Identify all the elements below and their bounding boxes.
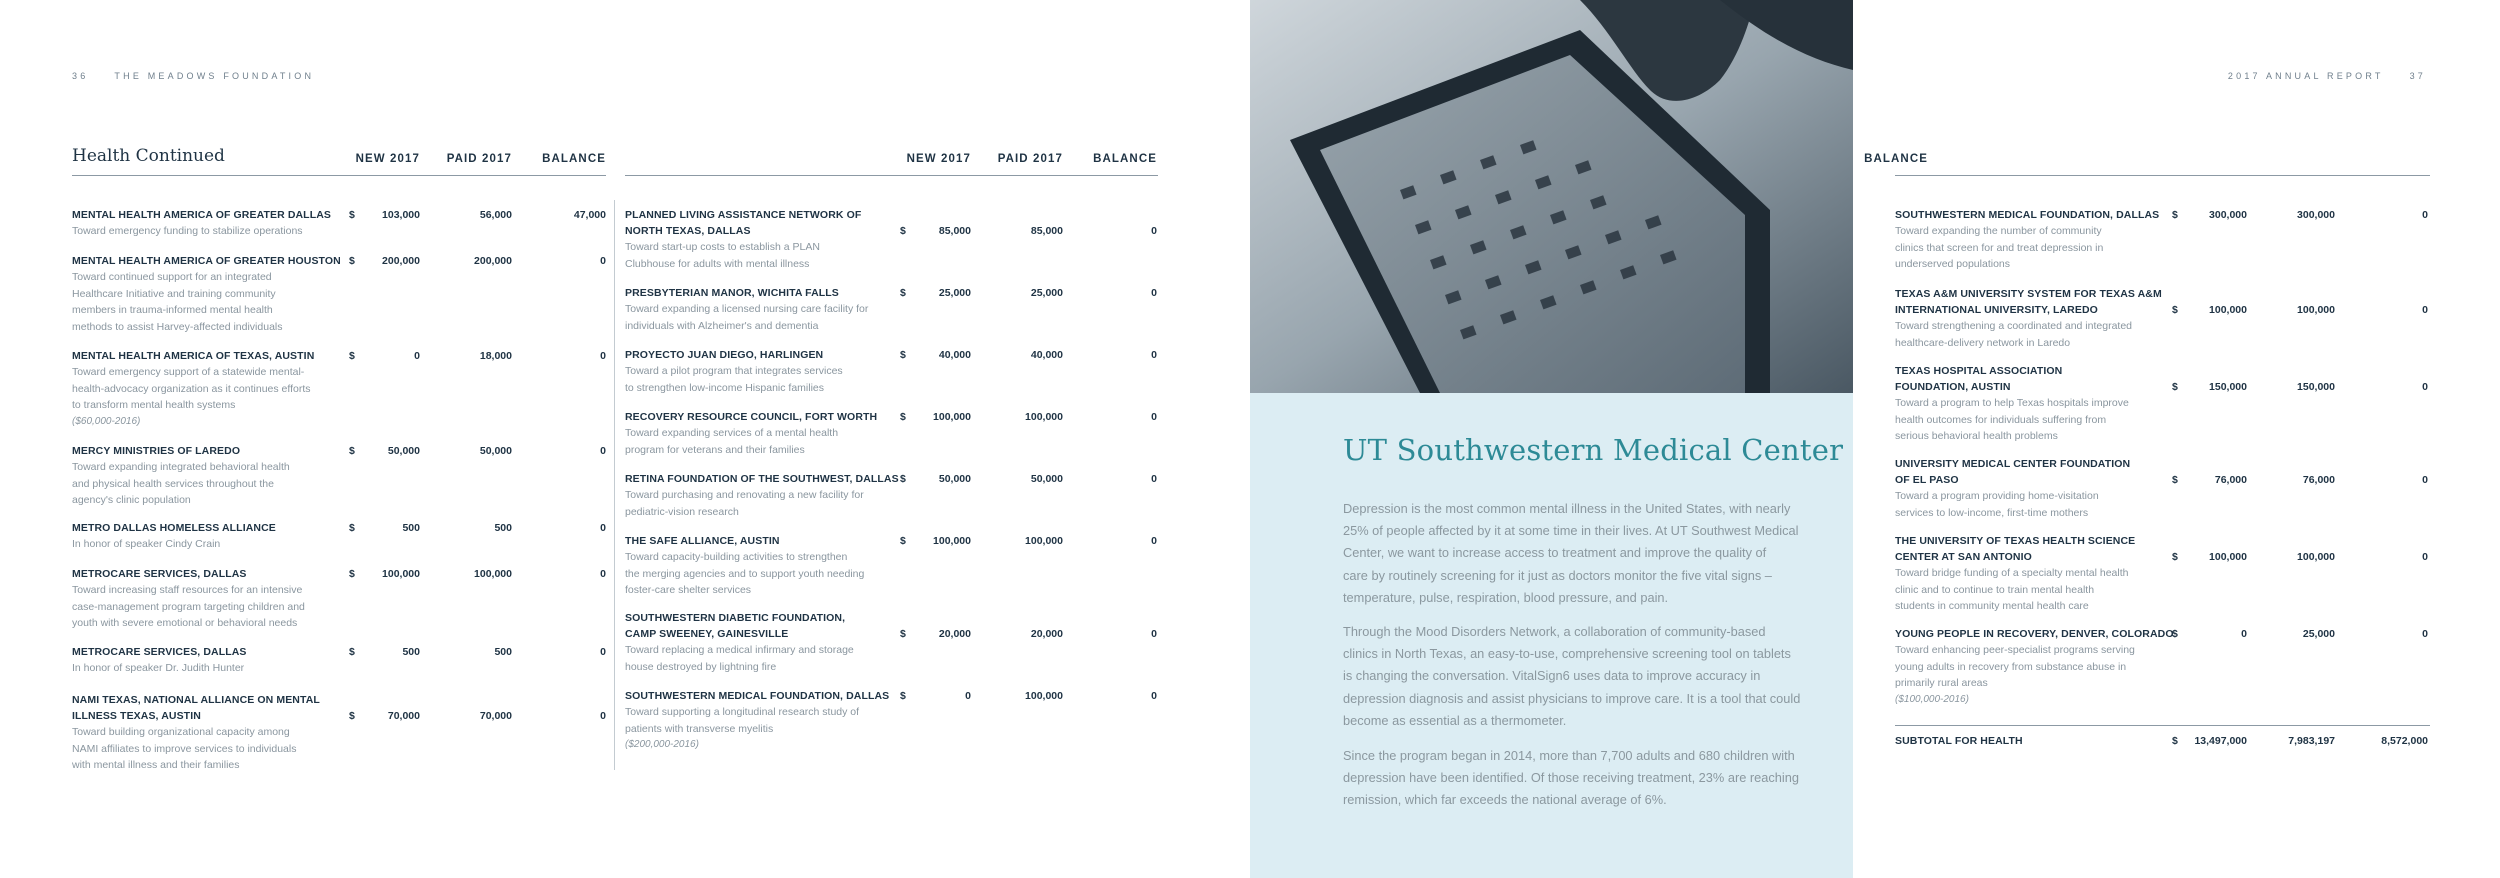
grantee-name: CAMP SWEENEY, GAINESVILLE bbox=[625, 628, 789, 640]
amount-new: 300,000 bbox=[2209, 209, 2247, 221]
col2-grant-row bbox=[625, 610, 854, 675]
amount-paid: 100,000 bbox=[474, 568, 512, 580]
grant-description: Toward capacity-building activities to strengthen bbox=[625, 551, 848, 563]
currency-symbol: $ bbox=[2172, 628, 2178, 640]
amount-balance: 0 bbox=[600, 255, 606, 267]
currency-symbol: $ bbox=[349, 522, 355, 534]
grant-description: foster-care shelter services bbox=[625, 584, 752, 596]
amount-balance: 0 bbox=[1151, 690, 1157, 702]
amount-paid: 100,000 bbox=[1025, 535, 1063, 547]
grant-prior-note: ($60,000-2016) bbox=[72, 415, 141, 427]
amount-new: 103,000 bbox=[382, 209, 420, 221]
col2-header-paid: PAID 2017 bbox=[997, 153, 1063, 165]
col2-grant-row bbox=[625, 533, 864, 599]
grant-description: pediatric-vision research bbox=[625, 505, 739, 518]
section-title: Health Continued bbox=[72, 146, 225, 166]
right-page-number: 37 bbox=[2409, 71, 2426, 81]
grant-description: Toward a pilot program that integrates services bbox=[625, 365, 843, 377]
column-divider bbox=[614, 200, 615, 770]
grant-description: patients with transverse myelitis bbox=[625, 722, 774, 735]
amount-balance: 0 bbox=[1151, 225, 1157, 237]
grant-description: Clubhouse for adults with mental illness bbox=[625, 257, 810, 270]
currency-symbol: $ bbox=[900, 628, 906, 640]
col1-grant-row bbox=[72, 253, 341, 335]
amount-paid: 18,000 bbox=[479, 350, 512, 362]
amount-balance: 0 bbox=[2422, 551, 2428, 563]
grantee-name: MENTAL HEALTH AMERICA OF TEXAS, AUSTIN bbox=[72, 350, 315, 362]
currency-symbol: $ bbox=[349, 445, 355, 457]
grant-description: Healthcare Initiative and training community bbox=[72, 287, 276, 300]
amount-balance: 0 bbox=[1151, 628, 1157, 640]
right-running-title: 2017 ANNUAL REPORT bbox=[2227, 71, 2384, 81]
amount-balance: 0 bbox=[2422, 209, 2428, 221]
amount-balance: 0 bbox=[1151, 473, 1157, 485]
amount-paid: 150,000 bbox=[2297, 381, 2335, 393]
grant-prior-note: ($200,000-2016) bbox=[625, 739, 699, 750]
subtotal-new: 13,497,000 bbox=[2194, 735, 2247, 747]
feature-paragraph-line: care by routinely screening for it just as doctors monitor the five vital signs – bbox=[1343, 567, 1772, 583]
grant-description: health-advocacy organization as it continues efforts bbox=[72, 382, 311, 395]
grant-description: underserved populations bbox=[1895, 258, 2010, 270]
left-page-number: 36 bbox=[72, 71, 89, 81]
grant-description: Toward supporting a longitudinal research study of bbox=[625, 706, 860, 718]
grant-description: case-management program targeting children and bbox=[72, 600, 305, 613]
grant-description: Toward strengthening a coordinated and integrated bbox=[1895, 320, 2132, 332]
currency-symbol: $ bbox=[2172, 304, 2178, 316]
currency-symbol: $ bbox=[349, 568, 355, 580]
col1-grant-row bbox=[72, 692, 320, 774]
feature-paragraph-line: Since the program began in 2014, more than 7,700 adults and 680 children with bbox=[1343, 748, 1795, 763]
amount-new: 100,000 bbox=[2209, 304, 2247, 316]
grant-description: serious behavioral health problems bbox=[1895, 430, 2058, 442]
amount-new: 85,000 bbox=[938, 225, 971, 237]
grantee-name: RETINA FOUNDATION OF THE SOUTHWEST, DALLAS bbox=[625, 473, 899, 485]
grantee-name: PLANNED LIVING ASSISTANCE NETWORK OF bbox=[625, 209, 862, 221]
amount-balance: 47,000 bbox=[573, 209, 606, 221]
feature-paragraph-line: remission, which far exceeds the national average of 6%. bbox=[1343, 792, 1667, 808]
grantee-name: METROCARE SERVICES, DALLAS bbox=[72, 568, 247, 580]
amount-new: 25,000 bbox=[938, 287, 971, 299]
grant-description: Toward continued support for an integrated bbox=[72, 271, 272, 283]
grant-description: primarily rural areas bbox=[1895, 677, 1988, 689]
feature-panel bbox=[1250, 393, 1853, 878]
grant-description: clinic and to continue to train mental health bbox=[1895, 583, 2095, 596]
grant-description: youth with severe emotional or behavioral needs bbox=[72, 617, 298, 629]
feature-paragraph-line: Through the Mood Disorders Network, a collaboration of community-based bbox=[1343, 624, 1766, 639]
subtotal-row bbox=[1895, 733, 2023, 749]
feature-paragraph bbox=[1343, 498, 1803, 609]
left-running-head bbox=[72, 71, 314, 81]
col2-header-new: NEW 2017 bbox=[906, 153, 971, 165]
grantee-name: PRESBYTERIAN MANOR, WICHITA FALLS bbox=[625, 287, 839, 299]
amount-new: 20,000 bbox=[938, 628, 971, 640]
grantee-name: SOUTHWESTERN MEDICAL FOUNDATION, DALLAS bbox=[1895, 209, 2160, 221]
grantee-name: SOUTHWESTERN MEDICAL FOUNDATION, DALLAS bbox=[625, 690, 890, 702]
amount-new: 500 bbox=[402, 522, 420, 534]
subtotal-dollar: $ bbox=[2172, 735, 2178, 747]
subtotal-rule bbox=[1895, 725, 2430, 726]
amount-new: 0 bbox=[414, 350, 420, 362]
amount-balance: 0 bbox=[600, 522, 606, 534]
grant-description: Toward purchasing and renovating a new facility for bbox=[625, 489, 864, 501]
grant-description: agency's clinic population bbox=[72, 494, 191, 506]
grantee-name: TEXAS HOSPITAL ASSOCIATION bbox=[1895, 365, 2063, 377]
amount-paid: 50,000 bbox=[479, 445, 512, 457]
amount-new: 200,000 bbox=[382, 255, 420, 267]
grant-description: methods to assist Harvey-affected individuals bbox=[72, 320, 283, 333]
grant-description: members in trauma-informed mental health bbox=[72, 304, 273, 316]
amount-balance: 0 bbox=[2422, 474, 2428, 486]
col2-grant-row bbox=[625, 471, 899, 520]
grant-description: healthcare-delivery network in Laredo bbox=[1895, 336, 2071, 349]
amount-paid: 100,000 bbox=[1025, 411, 1063, 423]
feature-paragraph bbox=[1343, 621, 1803, 732]
grantee-name: MENTAL HEALTH AMERICA OF GREATER HOUSTON bbox=[72, 255, 341, 267]
col2-grant-row bbox=[625, 285, 868, 334]
grant-description: program for veterans and their families bbox=[625, 443, 805, 456]
amount-balance: 0 bbox=[2422, 628, 2428, 640]
col1-header-rule bbox=[72, 175, 606, 176]
amount-balance: 0 bbox=[600, 350, 606, 362]
amount-balance: 0 bbox=[1151, 287, 1157, 299]
grant-description: Toward a program to help Texas hospitals improve bbox=[1895, 397, 2129, 409]
currency-symbol: $ bbox=[900, 287, 906, 299]
grantee-name: THE SAFE ALLIANCE, AUSTIN bbox=[625, 535, 780, 547]
amount-paid: 85,000 bbox=[1030, 225, 1063, 237]
feature-paragraph-line: clinics in North Texas, an easy-to-use, comprehensive screening tool on tablets bbox=[1343, 646, 1791, 662]
grantee-name: RECOVERY RESOURCE COUNCIL, FORT WORTH bbox=[625, 411, 878, 423]
amount-new: 40,000 bbox=[938, 349, 971, 361]
grant-description: young adults in recovery from substance abuse in bbox=[1895, 660, 2127, 673]
amount-new: 50,000 bbox=[938, 473, 971, 485]
feature-paragraph bbox=[1343, 745, 1803, 812]
feature-paragraph-line: Depression is the most common mental illness in the United States, with nearly bbox=[1343, 501, 1791, 516]
grant-description: individuals with Alzheimer's and dementia bbox=[625, 319, 819, 332]
amount-paid: 25,000 bbox=[2302, 628, 2335, 640]
grant-description: students in community mental health care bbox=[1895, 600, 2089, 612]
col3-grant-row bbox=[1895, 363, 2129, 445]
col1-grant-row bbox=[72, 348, 314, 430]
grant-description: the merging agencies and to support youth needing bbox=[625, 567, 865, 580]
amount-paid: 100,000 bbox=[1025, 690, 1063, 702]
col3-grant-row bbox=[1895, 286, 2162, 351]
grantee-name: NAMI TEXAS, NATIONAL ALLIANCE ON MENTAL bbox=[72, 694, 320, 706]
amount-balance: 0 bbox=[2422, 381, 2428, 393]
grantee-name: PROYECTO JUAN DIEGO, HARLINGEN bbox=[625, 349, 824, 361]
grant-description: with mental illness and their families bbox=[72, 759, 240, 771]
amount-paid: 100,000 bbox=[2297, 551, 2335, 563]
subtotal-paid: 7,983,197 bbox=[2288, 735, 2335, 747]
feature-paragraph-line: depression have been identified. Of those receiving treatment, 23% are reaching bbox=[1343, 770, 1799, 786]
tablet-photo bbox=[1250, 0, 1853, 393]
col3-header-rule bbox=[1895, 175, 2430, 176]
amount-balance: 0 bbox=[1151, 349, 1157, 361]
col1-grant-row bbox=[72, 520, 276, 553]
grantee-name: MERCY MINISTRIES OF LAREDO bbox=[72, 445, 241, 457]
amount-paid: 76,000 bbox=[2302, 474, 2335, 486]
currency-symbol: $ bbox=[349, 255, 355, 267]
feature-title: UT Southwestern Medical Center bbox=[1343, 433, 1844, 467]
subtotal-balance: 8,572,000 bbox=[2381, 735, 2428, 747]
grant-description: Toward enhancing peer-specialist programs serving bbox=[1895, 644, 2135, 656]
grant-description: clinics that screen for and treat depression in bbox=[1895, 241, 2104, 254]
col1-header-paid: PAID 2017 bbox=[446, 153, 512, 165]
amount-new: 500 bbox=[402, 646, 420, 658]
grant-description: to transform mental health systems bbox=[72, 399, 236, 411]
col3-grant-row bbox=[1895, 207, 2159, 273]
currency-symbol: $ bbox=[900, 411, 906, 423]
amount-balance: 0 bbox=[1151, 411, 1157, 423]
col1-grant-row bbox=[72, 443, 290, 509]
grant-description: Toward emergency support of a statewide mental- bbox=[72, 366, 305, 378]
currency-symbol: $ bbox=[349, 209, 355, 221]
amount-new: 100,000 bbox=[382, 568, 420, 580]
grant-description: health outcomes for individuals suffering from bbox=[1895, 413, 2107, 426]
amount-paid: 50,000 bbox=[1030, 473, 1063, 485]
col3-grant-row bbox=[1895, 533, 2135, 615]
grantee-name: FOUNDATION, AUSTIN bbox=[1895, 381, 2011, 393]
amount-new: 100,000 bbox=[933, 535, 971, 547]
col1-grant-row bbox=[72, 644, 247, 677]
right-running-head bbox=[2228, 71, 2426, 81]
amount-balance: 0 bbox=[600, 646, 606, 658]
col2-grant-row bbox=[625, 207, 861, 272]
col1-header-new: NEW 2017 bbox=[355, 153, 420, 165]
currency-symbol: $ bbox=[2172, 381, 2178, 393]
amount-new: 0 bbox=[2241, 628, 2247, 640]
col1-grant-row bbox=[72, 566, 305, 632]
feature-paragraph-line: is changing the conversation. VitalSign6 uses data to improve accuracy in bbox=[1343, 668, 1761, 684]
grantee-name: MENTAL HEALTH AMERICA OF GREATER DALLAS bbox=[72, 209, 331, 221]
grantee-name: METRO DALLAS HOMELESS ALLIANCE bbox=[72, 522, 276, 534]
amount-new: 70,000 bbox=[387, 710, 420, 722]
grantee-name: UNIVERSITY MEDICAL CENTER FOUNDATION bbox=[1895, 458, 2131, 470]
tablet-photo-art bbox=[1250, 0, 1853, 393]
col2-grant-row bbox=[625, 409, 877, 458]
grant-description: Toward bridge funding of a specialty mental health bbox=[1895, 567, 2129, 579]
col3-grant-row bbox=[1895, 456, 2130, 521]
amount-new: 150,000 bbox=[2209, 381, 2247, 393]
currency-symbol: $ bbox=[900, 473, 906, 485]
amount-balance: 0 bbox=[2422, 304, 2428, 316]
grant-description: services to low-income, first-time mothers bbox=[1895, 506, 2089, 519]
currency-symbol: $ bbox=[349, 710, 355, 722]
amount-balance: 0 bbox=[600, 445, 606, 457]
grantee-name: NORTH TEXAS, DALLAS bbox=[625, 225, 751, 237]
amount-paid: 70,000 bbox=[479, 710, 512, 722]
grantee-name: OF EL PASO bbox=[1895, 474, 1959, 486]
amount-paid: 56,000 bbox=[479, 209, 512, 221]
grant-description: Toward expanding a licensed nursing care facility for bbox=[625, 303, 869, 315]
amount-new: 76,000 bbox=[2214, 474, 2247, 486]
amount-paid: 20,000 bbox=[1030, 628, 1063, 640]
amount-paid: 500 bbox=[494, 646, 512, 658]
subtotal-label: SUBTOTAL FOR HEALTH bbox=[1895, 735, 2023, 747]
grant-description: In honor of speaker Dr. Judith Hunter bbox=[72, 662, 245, 674]
grant-description: Toward a program providing home-visitation bbox=[1895, 490, 2099, 502]
grantee-name: TEXAS A&M UNIVERSITY SYSTEM FOR TEXAS A&M bbox=[1895, 288, 2162, 300]
grant-description: Toward increasing staff resources for an intensive bbox=[72, 584, 303, 596]
grantee-name: METROCARE SERVICES, DALLAS bbox=[72, 646, 247, 658]
feature-paragraph-line: become as essential as a thermometer. bbox=[1343, 712, 1567, 728]
grantee-name: INTERNATIONAL UNIVERSITY, LAREDO bbox=[1895, 304, 2098, 316]
feature-paragraph-line: depression diagnosis and assist physicians to improve care. It is a tool that could bbox=[1343, 690, 1801, 706]
amount-new: 50,000 bbox=[387, 445, 420, 457]
grant-description: Toward emergency funding to stabilize operations bbox=[72, 225, 303, 237]
grant-description: and physical health services throughout the bbox=[72, 477, 274, 490]
grantee-name: ILLNESS TEXAS, AUSTIN bbox=[72, 710, 201, 722]
col2-header-balance: BALANCE bbox=[1093, 153, 1157, 165]
amount-paid: 300,000 bbox=[2297, 209, 2335, 221]
amount-paid: 500 bbox=[494, 522, 512, 534]
currency-symbol: $ bbox=[349, 350, 355, 362]
amount-paid: 100,000 bbox=[2297, 304, 2335, 316]
amount-paid: 40,000 bbox=[1030, 349, 1063, 361]
currency-symbol: $ bbox=[2172, 474, 2178, 486]
col2-grant-row bbox=[625, 688, 889, 754]
currency-symbol: $ bbox=[2172, 551, 2178, 563]
grantee-name: YOUNG PEOPLE IN RECOVERY, DENVER, COLORADO bbox=[1895, 628, 2174, 640]
amount-new: 0 bbox=[965, 690, 971, 702]
grant-description: Toward replacing a medical infirmary and storage bbox=[625, 644, 854, 656]
feature-paragraph-line: temperature, pulse, respiration, blood pressure, and pain. bbox=[1343, 589, 1669, 605]
grant-description: Toward expanding the number of community bbox=[1895, 225, 2102, 237]
grant-description: In honor of speaker Cindy Crain bbox=[72, 538, 221, 550]
col3-header-balance: BALANCE bbox=[1864, 153, 1928, 165]
amount-paid: 200,000 bbox=[474, 255, 512, 267]
amount-new: 100,000 bbox=[933, 411, 971, 423]
amount-paid: 25,000 bbox=[1030, 287, 1063, 299]
grant-description: NAMI affiliates to improve services to individuals bbox=[72, 742, 297, 755]
amount-balance: 0 bbox=[1151, 535, 1157, 547]
col1-header-balance: BALANCE bbox=[542, 153, 606, 165]
amount-balance: 0 bbox=[600, 568, 606, 580]
col2-header-rule bbox=[625, 175, 1158, 176]
currency-symbol: $ bbox=[900, 225, 906, 237]
grant-description: Toward start-up costs to establish a PLAN bbox=[625, 241, 820, 253]
amount-new: 100,000 bbox=[2209, 551, 2247, 563]
currency-symbol: $ bbox=[900, 690, 906, 702]
currency-symbol: $ bbox=[900, 535, 906, 547]
amount-balance: 0 bbox=[600, 710, 606, 722]
grant-description: Toward expanding services of a mental health bbox=[625, 427, 839, 439]
col3-grant-row bbox=[1895, 626, 2174, 708]
feature-paragraph-line: Center, we want to increase access to treatment and improve the quality of bbox=[1343, 545, 1767, 561]
grantee-name: SOUTHWESTERN DIABETIC FOUNDATION, bbox=[625, 612, 846, 624]
left-running-title: THE MEADOWS FOUNDATION bbox=[114, 71, 315, 81]
grant-description: house destroyed by lightning fire bbox=[625, 660, 777, 673]
grant-prior-note: ($100,000-2016) bbox=[1895, 693, 1969, 705]
grant-description: Toward building organizational capacity among bbox=[72, 726, 290, 738]
col2-grant-row bbox=[625, 347, 843, 396]
grant-description: to strengthen low-income Hispanic families bbox=[625, 381, 825, 394]
grant-description: Toward expanding integrated behavioral health bbox=[72, 461, 290, 473]
grantee-name: THE UNIVERSITY OF TEXAS HEALTH SCIENCE bbox=[1895, 535, 2136, 547]
feature-paragraph-line: 25% of people affected by it at some time in their lives. At UT Southwest Medical bbox=[1343, 523, 1799, 539]
grantee-name: CENTER AT SAN ANTONIO bbox=[1895, 551, 2032, 563]
currency-symbol: $ bbox=[900, 349, 906, 361]
currency-symbol: $ bbox=[349, 646, 355, 658]
currency-symbol: $ bbox=[2172, 209, 2178, 221]
col1-grant-row bbox=[72, 207, 331, 240]
